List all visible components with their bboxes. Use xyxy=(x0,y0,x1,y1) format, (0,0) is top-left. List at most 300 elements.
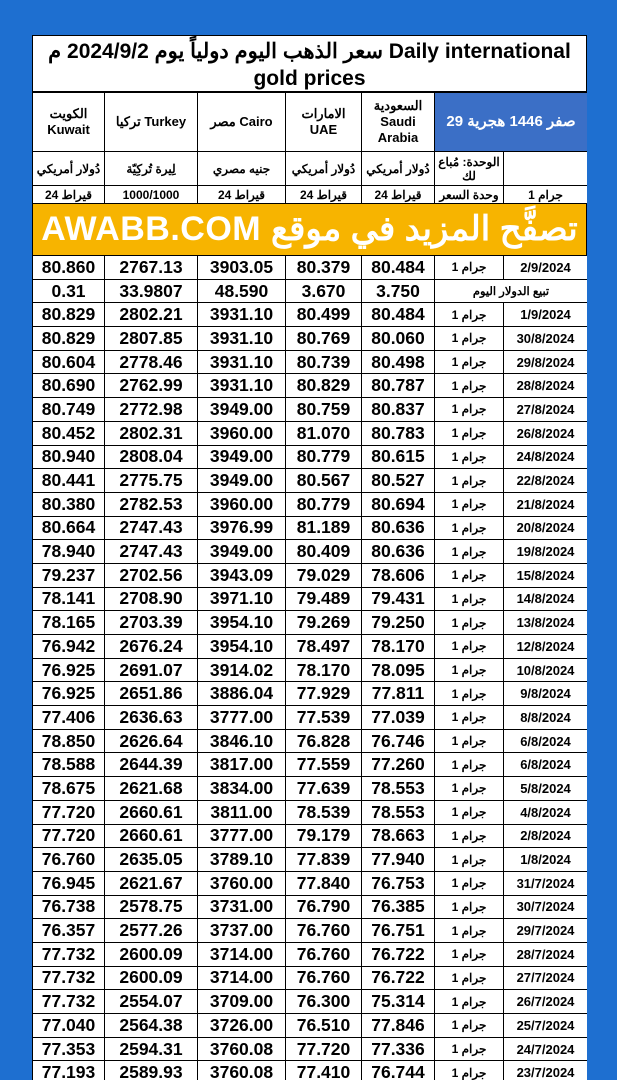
cell-saudi: 80.484 xyxy=(362,256,435,280)
cell-uae: 79.269 xyxy=(286,611,362,635)
cell-turkey: 2564.38 xyxy=(105,1014,198,1038)
cell-gram: 1 جرام xyxy=(435,492,504,516)
hijri-date: 29 صفر 1446 هجرية xyxy=(435,93,588,152)
cell-date: 15/8/2024 xyxy=(504,563,588,587)
cell-saudi: 76.385 xyxy=(362,895,435,919)
cell-date: 21/8/2024 xyxy=(504,492,588,516)
cell-kuwait: 76.357 xyxy=(33,919,105,943)
cell-kuwait: 80.664 xyxy=(33,516,105,540)
cell-gram: 1 جرام xyxy=(435,729,504,753)
title-line-2: gold prices xyxy=(253,67,366,90)
table-row xyxy=(33,800,588,824)
cell-kuwait: 76.760 xyxy=(33,848,105,872)
cell-cairo: 3971.10 xyxy=(198,587,286,611)
cell-uae: 78.497 xyxy=(286,635,362,659)
cell-date: 1/9/2024 xyxy=(504,303,588,327)
cell-cairo: 3960.00 xyxy=(198,492,286,516)
cell-uae: 77.929 xyxy=(286,682,362,706)
cell-cairo: 3931.10 xyxy=(198,350,286,374)
cell-turkey: 2594.31 xyxy=(105,1037,198,1061)
cell-turkey: 2644.39 xyxy=(105,753,198,777)
cell-gram: 1 جرام xyxy=(435,611,504,635)
cell-date: 10/8/2024 xyxy=(504,658,588,682)
cell-uae: 77.840 xyxy=(286,871,362,895)
cell-cairo: 3949.00 xyxy=(198,398,286,422)
cell-date: 5/8/2024 xyxy=(504,777,588,801)
cell-kuwait: 77.732 xyxy=(33,966,105,990)
cell-uae: 77.720 xyxy=(286,1037,362,1061)
cell-cairo: 3731.00 xyxy=(198,895,286,919)
cell-kuwait: 80.829 xyxy=(33,327,105,351)
cell-turkey: 2708.90 xyxy=(105,587,198,611)
cell-turkey: 2600.09 xyxy=(105,942,198,966)
cell-cairo: 3811.00 xyxy=(198,800,286,824)
karat-cairo: 24 قيراط xyxy=(198,186,286,204)
cell-kuwait: 80.380 xyxy=(33,492,105,516)
cell-kuwait: 76.925 xyxy=(33,682,105,706)
table-row xyxy=(33,492,588,516)
cell-date: 1/8/2024 xyxy=(504,848,588,872)
cell-uae: 77.639 xyxy=(286,777,362,801)
cell-gram: 1 جرام xyxy=(435,777,504,801)
table-row xyxy=(33,942,588,966)
cell-date: 29/7/2024 xyxy=(504,919,588,943)
cell-kuwait: 76.925 xyxy=(33,658,105,682)
cell-kuwait: 78.675 xyxy=(33,777,105,801)
cell-date: 27/7/2024 xyxy=(504,966,588,990)
cell-turkey: 2589.93 xyxy=(105,1061,198,1080)
cell-kuwait: 78.165 xyxy=(33,611,105,635)
cell-uae: 3.670 xyxy=(286,279,362,303)
table-row xyxy=(33,374,588,398)
cell-saudi: 80.787 xyxy=(362,374,435,398)
cell-kuwait: 80.829 xyxy=(33,303,105,327)
cell-uae: 78.539 xyxy=(286,800,362,824)
cell-kuwait: 77.732 xyxy=(33,990,105,1014)
cell-kuwait: 76.738 xyxy=(33,895,105,919)
cell-turkey: 2702.56 xyxy=(105,563,198,587)
table-row xyxy=(33,682,588,706)
header-saudi: السعودية Saudi Arabia xyxy=(362,93,435,152)
header-table xyxy=(32,92,587,204)
unit-saudi: دُولار أمريكي xyxy=(362,152,435,186)
header-turkey: تركيا Turkey xyxy=(105,93,198,152)
cell-saudi: 80.694 xyxy=(362,492,435,516)
cell-gram: 1 جرام xyxy=(435,682,504,706)
cell-date: 28/8/2024 xyxy=(504,374,588,398)
unit-turkey: لِيرة تُركِيّة xyxy=(105,152,198,186)
cell-date: 24/8/2024 xyxy=(504,445,588,469)
cell-uae: 81.070 xyxy=(286,421,362,445)
title-line-1: سعر الذهب اليوم دولياً يوم 2024/9/2 م Daily international xyxy=(48,40,571,63)
cell-kuwait: 77.720 xyxy=(33,800,105,824)
cell-kuwait: 79.237 xyxy=(33,563,105,587)
cell-gram: 1 جرام xyxy=(435,706,504,730)
cell-kuwait: 78.588 xyxy=(33,753,105,777)
table-row xyxy=(33,966,588,990)
table-row xyxy=(33,469,588,493)
unit-kuwait: دُولار أمريكي xyxy=(33,152,105,186)
cell-date: 26/8/2024 xyxy=(504,421,588,445)
cell-turkey: 2778.46 xyxy=(105,350,198,374)
cell-cairo: 3903.05 xyxy=(198,256,286,280)
cell-cairo: 3931.10 xyxy=(198,374,286,398)
cell-cairo: 3954.10 xyxy=(198,611,286,635)
cell-turkey: 2767.13 xyxy=(105,256,198,280)
cell-date: 2/9/2024 xyxy=(504,256,588,280)
cell-turkey: 2691.07 xyxy=(105,658,198,682)
cell-uae: 76.760 xyxy=(286,942,362,966)
table-row xyxy=(33,871,588,895)
cell-cairo: 3886.04 xyxy=(198,682,286,706)
cell-cairo: 3954.10 xyxy=(198,635,286,659)
cell-uae: 76.828 xyxy=(286,729,362,753)
table-row xyxy=(33,848,588,872)
cell-gram: 1 جرام xyxy=(435,895,504,919)
cell-kuwait: 76.945 xyxy=(33,871,105,895)
cell-gram: 1 جرام xyxy=(435,1037,504,1061)
cell-turkey: 2807.85 xyxy=(105,327,198,351)
cell-gram: 1 جرام xyxy=(435,350,504,374)
cell-uae: 76.760 xyxy=(286,966,362,990)
cell-uae: 80.769 xyxy=(286,327,362,351)
cell-cairo: 3737.00 xyxy=(198,919,286,943)
cell-gram: 1 جرام xyxy=(435,469,504,493)
cell-uae: 80.739 xyxy=(286,350,362,374)
cell-uae: 80.379 xyxy=(286,256,362,280)
cell-date: 6/8/2024 xyxy=(504,729,588,753)
karat-kuwait: 24 قيراط xyxy=(33,186,105,204)
cell-turkey: 2577.26 xyxy=(105,919,198,943)
table-row xyxy=(33,824,588,848)
cell-saudi: 78.095 xyxy=(362,658,435,682)
cell-kuwait: 77.732 xyxy=(33,942,105,966)
cell-saudi: 78.606 xyxy=(362,563,435,587)
cell-note: تبيع الدولار اليوم xyxy=(435,279,588,303)
cell-gram: 1 جرام xyxy=(435,256,504,280)
cell-saudi: 3.750 xyxy=(362,279,435,303)
cell-saudi: 79.250 xyxy=(362,611,435,635)
cell-date: 26/7/2024 xyxy=(504,990,588,1014)
cell-turkey: 2772.98 xyxy=(105,398,198,422)
cell-date: 13/8/2024 xyxy=(504,611,588,635)
cell-gram: 1 جرام xyxy=(435,303,504,327)
cell-turkey: 2747.43 xyxy=(105,540,198,564)
cell-gram: 1 جرام xyxy=(435,848,504,872)
cell-uae: 79.489 xyxy=(286,587,362,611)
cell-uae: 80.759 xyxy=(286,398,362,422)
cell-date: 12/8/2024 xyxy=(504,635,588,659)
cell-gram: 1 جرام xyxy=(435,374,504,398)
table-row xyxy=(33,516,588,540)
table-row xyxy=(33,350,588,374)
cell-uae: 80.567 xyxy=(286,469,362,493)
header-kuwait: الكويت Kuwait xyxy=(33,93,105,152)
cell-kuwait: 78.940 xyxy=(33,540,105,564)
table-row xyxy=(33,279,588,303)
cell-turkey: 2660.61 xyxy=(105,800,198,824)
cell-cairo: 3777.00 xyxy=(198,824,286,848)
table-row xyxy=(33,753,588,777)
unit-uae: دُولار أمريكي xyxy=(286,152,362,186)
cell-uae: 77.839 xyxy=(286,848,362,872)
cell-gram: 1 جرام xyxy=(435,800,504,824)
table-row xyxy=(33,540,588,564)
cell-date: 19/8/2024 xyxy=(504,540,588,564)
cell-date: 9/8/2024 xyxy=(504,682,588,706)
cell-date: 8/8/2024 xyxy=(504,706,588,730)
cell-gram: 1 جرام xyxy=(435,966,504,990)
cell-date: 28/7/2024 xyxy=(504,942,588,966)
cell-cairo: 3949.00 xyxy=(198,469,286,493)
cell-turkey: 2775.75 xyxy=(105,469,198,493)
price-table-body xyxy=(33,256,588,1080)
cell-saudi: 77.811 xyxy=(362,682,435,706)
cell-date: 29/8/2024 xyxy=(504,350,588,374)
cell-kuwait: 77.406 xyxy=(33,706,105,730)
cell-cairo: 3834.00 xyxy=(198,777,286,801)
table-row xyxy=(33,777,588,801)
cell-gram: 1 جرام xyxy=(435,942,504,966)
cell-kuwait: 80.690 xyxy=(33,374,105,398)
cell-cairo: 3960.00 xyxy=(198,421,286,445)
cell-gram: 1 جرام xyxy=(435,445,504,469)
table-row xyxy=(33,1014,588,1038)
table-row xyxy=(33,919,588,943)
table-row xyxy=(33,1061,588,1080)
cell-kuwait: 80.441 xyxy=(33,469,105,493)
unit-empty xyxy=(504,152,588,186)
cell-turkey: 2676.24 xyxy=(105,635,198,659)
cell-gram: 1 جرام xyxy=(435,753,504,777)
cell-gram: 1 جرام xyxy=(435,587,504,611)
cell-cairo: 3949.00 xyxy=(198,540,286,564)
cell-uae: 77.410 xyxy=(286,1061,362,1080)
unit-cairo: جنيه مصري xyxy=(198,152,286,186)
cell-cairo: 3760.00 xyxy=(198,871,286,895)
cell-saudi: 77.336 xyxy=(362,1037,435,1061)
cell-date: 24/7/2024 xyxy=(504,1037,588,1061)
cell-kuwait: 78.850 xyxy=(33,729,105,753)
cell-turkey: 33.9807 xyxy=(105,279,198,303)
cell-saudi: 77.039 xyxy=(362,706,435,730)
awabb-banner[interactable]: AWABB.COM تصفَّح المزيد في موقع xyxy=(32,204,587,255)
cell-gram: 1 جرام xyxy=(435,1014,504,1038)
cell-saudi: 78.553 xyxy=(362,800,435,824)
cell-saudi: 78.170 xyxy=(362,635,435,659)
cell-uae: 79.179 xyxy=(286,824,362,848)
cell-kuwait: 78.141 xyxy=(33,587,105,611)
table-row xyxy=(33,587,588,611)
cell-saudi: 76.746 xyxy=(362,729,435,753)
karat-saudi: 24 قيراط xyxy=(362,186,435,204)
unit-label: الوحدة: مُباع لك xyxy=(435,152,504,186)
karat-row xyxy=(33,186,588,204)
cell-saudi: 80.498 xyxy=(362,350,435,374)
cell-gram: 1 جرام xyxy=(435,398,504,422)
cell-turkey: 2703.39 xyxy=(105,611,198,635)
cell-turkey: 2621.67 xyxy=(105,871,198,895)
cell-saudi: 77.260 xyxy=(362,753,435,777)
table-row xyxy=(33,1037,588,1061)
cell-cairo: 48.590 xyxy=(198,279,286,303)
cell-cairo: 3914.02 xyxy=(198,658,286,682)
cell-gram: 1 جرام xyxy=(435,563,504,587)
price-table xyxy=(32,255,587,1080)
cell-turkey: 2651.86 xyxy=(105,682,198,706)
cell-uae: 77.559 xyxy=(286,753,362,777)
cell-saudi: 79.431 xyxy=(362,587,435,611)
cell-cairo: 3931.10 xyxy=(198,303,286,327)
table-row xyxy=(33,706,588,730)
cell-kuwait: 76.942 xyxy=(33,635,105,659)
table-row xyxy=(33,635,588,659)
country-header-row xyxy=(33,93,588,152)
table-row xyxy=(33,563,588,587)
karat-gram: 1 جرام xyxy=(504,186,588,204)
cell-saudi: 80.527 xyxy=(362,469,435,493)
cell-turkey: 2626.64 xyxy=(105,729,198,753)
cell-gram: 1 جرام xyxy=(435,540,504,564)
cell-kuwait: 77.040 xyxy=(33,1014,105,1038)
cell-date: 22/8/2024 xyxy=(504,469,588,493)
cell-turkey: 2747.43 xyxy=(105,516,198,540)
cell-saudi: 80.484 xyxy=(362,303,435,327)
cell-kuwait: 0.31 xyxy=(33,279,105,303)
price-sheet xyxy=(32,35,587,1080)
cell-cairo: 3817.00 xyxy=(198,753,286,777)
cell-uae: 76.300 xyxy=(286,990,362,1014)
cell-date: 2/8/2024 xyxy=(504,824,588,848)
cell-turkey: 2782.53 xyxy=(105,492,198,516)
cell-turkey: 2802.31 xyxy=(105,421,198,445)
cell-date: 31/7/2024 xyxy=(504,871,588,895)
cell-cairo: 3760.08 xyxy=(198,1037,286,1061)
unit-row xyxy=(33,152,588,186)
table-row xyxy=(33,256,588,280)
cell-turkey: 2635.05 xyxy=(105,848,198,872)
cell-saudi: 77.846 xyxy=(362,1014,435,1038)
cell-kuwait: 80.940 xyxy=(33,445,105,469)
cell-kuwait: 77.353 xyxy=(33,1037,105,1061)
cell-turkey: 2636.63 xyxy=(105,706,198,730)
cell-turkey: 2621.68 xyxy=(105,777,198,801)
cell-saudi: 76.722 xyxy=(362,942,435,966)
cell-cairo: 3943.09 xyxy=(198,563,286,587)
table-row xyxy=(33,445,588,469)
karat-label: وحدة السعر xyxy=(435,186,504,204)
cell-kuwait: 77.720 xyxy=(33,824,105,848)
cell-turkey: 2660.61 xyxy=(105,824,198,848)
cell-gram: 1 جرام xyxy=(435,658,504,682)
cell-saudi: 80.636 xyxy=(362,540,435,564)
cell-saudi: 75.314 xyxy=(362,990,435,1014)
cell-uae: 77.539 xyxy=(286,706,362,730)
cell-kuwait: 80.604 xyxy=(33,350,105,374)
table-row xyxy=(33,303,588,327)
cell-gram: 1 جرام xyxy=(435,919,504,943)
cell-date: 23/7/2024 xyxy=(504,1061,588,1080)
cell-saudi: 76.744 xyxy=(362,1061,435,1080)
table-row xyxy=(33,729,588,753)
cell-saudi: 80.060 xyxy=(362,327,435,351)
cell-date: 30/7/2024 xyxy=(504,895,588,919)
table-row xyxy=(33,421,588,445)
cell-date: 30/8/2024 xyxy=(504,327,588,351)
cell-cairo: 3760.08 xyxy=(198,1061,286,1080)
cell-saudi: 78.663 xyxy=(362,824,435,848)
cell-gram: 1 جرام xyxy=(435,327,504,351)
cell-uae: 76.510 xyxy=(286,1014,362,1038)
header-uae: الامارات UAE xyxy=(286,93,362,152)
cell-cairo: 3976.99 xyxy=(198,516,286,540)
table-row xyxy=(33,990,588,1014)
cell-uae: 80.779 xyxy=(286,445,362,469)
cell-saudi: 76.751 xyxy=(362,919,435,943)
cell-date: 4/8/2024 xyxy=(504,800,588,824)
cell-turkey: 2808.04 xyxy=(105,445,198,469)
cell-gram: 1 جرام xyxy=(435,1061,504,1080)
cell-cairo: 3714.00 xyxy=(198,966,286,990)
cell-gram: 1 جرام xyxy=(435,871,504,895)
table-row xyxy=(33,658,588,682)
cell-cairo: 3931.10 xyxy=(198,327,286,351)
cell-uae: 80.779 xyxy=(286,492,362,516)
cell-gram: 1 جرام xyxy=(435,516,504,540)
cell-gram: 1 جرام xyxy=(435,635,504,659)
cell-uae: 76.790 xyxy=(286,895,362,919)
cell-uae: 79.029 xyxy=(286,563,362,587)
cell-uae: 81.189 xyxy=(286,516,362,540)
cell-cairo: 3846.10 xyxy=(198,729,286,753)
cell-kuwait: 80.749 xyxy=(33,398,105,422)
table-row xyxy=(33,398,588,422)
page-title xyxy=(32,35,587,92)
cell-saudi: 78.553 xyxy=(362,777,435,801)
cell-date: 25/7/2024 xyxy=(504,1014,588,1038)
cell-cairo: 3709.00 xyxy=(198,990,286,1014)
cell-saudi: 77.940 xyxy=(362,848,435,872)
cell-cairo: 3714.00 xyxy=(198,942,286,966)
cell-date: 14/8/2024 xyxy=(504,587,588,611)
cell-turkey: 2554.07 xyxy=(105,990,198,1014)
cell-uae: 78.170 xyxy=(286,658,362,682)
cell-kuwait: 77.193 xyxy=(33,1061,105,1080)
cell-gram: 1 جرام xyxy=(435,824,504,848)
cell-turkey: 2762.99 xyxy=(105,374,198,398)
cell-date: 20/8/2024 xyxy=(504,516,588,540)
cell-saudi: 80.837 xyxy=(362,398,435,422)
cell-cairo: 3726.00 xyxy=(198,1014,286,1038)
cell-saudi: 76.722 xyxy=(362,966,435,990)
header-cairo: مصر Cairo xyxy=(198,93,286,152)
cell-gram: 1 جرام xyxy=(435,990,504,1014)
cell-cairo: 3789.10 xyxy=(198,848,286,872)
cell-saudi: 80.615 xyxy=(362,445,435,469)
cell-cairo: 3777.00 xyxy=(198,706,286,730)
cell-turkey: 2578.75 xyxy=(105,895,198,919)
cell-saudi: 76.753 xyxy=(362,871,435,895)
cell-date: 27/8/2024 xyxy=(504,398,588,422)
cell-uae: 80.409 xyxy=(286,540,362,564)
table-row xyxy=(33,611,588,635)
table-row xyxy=(33,327,588,351)
cell-uae: 80.499 xyxy=(286,303,362,327)
table-row xyxy=(33,895,588,919)
cell-saudi: 80.636 xyxy=(362,516,435,540)
cell-kuwait: 80.452 xyxy=(33,421,105,445)
cell-cairo: 3949.00 xyxy=(198,445,286,469)
